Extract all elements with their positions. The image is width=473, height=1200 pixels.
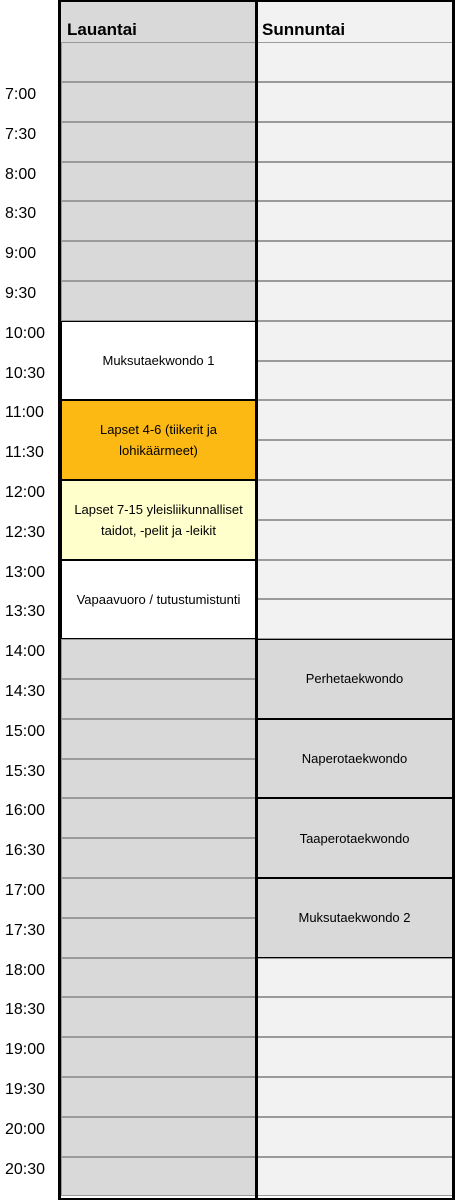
time-label: 17:30 (5, 921, 46, 939)
saturday-slot[interactable] (61, 838, 256, 878)
time-label: 10:30 (5, 364, 46, 382)
saturday-event[interactable] (61, 560, 256, 640)
sunday-slot[interactable] (256, 520, 453, 560)
time-label: 8:00 (5, 165, 37, 183)
time-label: 15:00 (5, 722, 46, 740)
time-label: 15:30 (5, 762, 46, 780)
time-label: 9:30 (5, 285, 37, 302)
sunday-event[interactable] (256, 798, 453, 878)
time-label: 16:00 (5, 802, 46, 820)
time-label: 18:00 (5, 961, 46, 979)
time-label: 9:00 (5, 245, 37, 263)
saturday-slot[interactable] (61, 122, 256, 162)
sunday-slot[interactable] (256, 321, 453, 361)
saturday-slot[interactable] (61, 241, 256, 281)
column-divider (58, 0, 61, 1200)
sunday-slot[interactable] (256, 440, 453, 480)
saturday-event[interactable] (61, 400, 256, 480)
saturday-slot[interactable] (61, 1037, 256, 1077)
saturday-slot-blank (61, 42, 256, 82)
sunday-slot[interactable] (256, 958, 453, 998)
header-sunday: Sunnuntai (256, 0, 453, 42)
sunday-slot[interactable] (256, 1037, 453, 1077)
saturday-slot[interactable] (61, 162, 256, 202)
sunday-slot[interactable] (256, 560, 453, 600)
sunday-slot[interactable] (256, 162, 453, 202)
sunday-event-label: Perhetaekwondo (305, 671, 404, 687)
sunday-slot[interactable] (256, 122, 453, 162)
sunday-event[interactable] (256, 878, 453, 958)
frame-top (58, 0, 455, 2)
saturday-event-label: Lapset 4-6 (tiikerit ja lohikäärmeet) (99, 422, 218, 459)
saturday-slot[interactable] (61, 201, 256, 241)
saturday-slot[interactable] (61, 958, 256, 998)
time-label: 19:30 (5, 1081, 46, 1098)
sunday-event-label: Naperotaekwondo (301, 751, 408, 767)
saturday-event[interactable] (61, 321, 256, 401)
sunday-slot-blank (256, 42, 453, 82)
column-divider (452, 0, 455, 1200)
saturday-slot[interactable] (61, 679, 256, 719)
saturday-event-label: Lapset 7-15 yleisliikunnalliset taidot, -pelit ja -leikit (74, 501, 243, 538)
saturday-slot[interactable] (61, 1117, 256, 1157)
time-label: 10:00 (5, 324, 46, 342)
saturday-slot[interactable] (61, 918, 256, 958)
time-label: 12:00 (5, 484, 46, 501)
saturday-event[interactable] (61, 480, 256, 560)
time-label: 13:00 (5, 563, 46, 581)
time-label: 8:30 (5, 205, 37, 223)
sunday-slot[interactable] (256, 201, 453, 241)
saturday-slot[interactable] (61, 759, 256, 799)
saturday-slot[interactable] (61, 878, 256, 918)
time-label: 20:00 (5, 1120, 46, 1138)
time-label: 14:00 (5, 643, 46, 661)
sunday-slot[interactable] (256, 281, 453, 321)
time-label: 16:30 (5, 842, 46, 860)
time-label: 7:00 (5, 86, 37, 103)
column-divider (255, 0, 258, 1200)
saturday-slot[interactable] (61, 798, 256, 838)
sunday-slot[interactable] (256, 599, 453, 639)
saturday-event-label: Vapaavuoro / tutustumistunti (76, 591, 241, 607)
saturday-slot[interactable] (61, 1157, 256, 1197)
time-label: 17:00 (5, 882, 46, 899)
sunday-slot[interactable] (256, 1077, 453, 1117)
sunday-event[interactable] (256, 639, 453, 719)
saturday-slot[interactable] (61, 1077, 256, 1117)
sunday-event-label: Muksutaekwondo 2 (298, 910, 411, 926)
time-label: 19:00 (5, 1041, 46, 1059)
time-label: 7:30 (5, 125, 37, 143)
sunday-slot[interactable] (256, 1117, 453, 1157)
time-label: 14:30 (5, 683, 46, 700)
saturday-slot[interactable] (61, 719, 256, 759)
sunday-slot[interactable] (256, 997, 453, 1037)
sunday-event[interactable] (256, 719, 453, 799)
saturday-slot[interactable] (61, 281, 256, 321)
time-label: 13:30 (5, 603, 46, 621)
saturday-event-label: Muksutaekwondo 1 (102, 353, 215, 369)
sunday-slot[interactable] (256, 480, 453, 520)
time-label: 11:00 (5, 404, 44, 422)
saturday-slot[interactable] (61, 997, 256, 1037)
saturday-slot[interactable] (61, 82, 256, 122)
sunday-slot[interactable] (256, 361, 453, 401)
sunday-event-label: Taaperotaekwondo (299, 830, 410, 846)
sunday-slot[interactable] (256, 400, 453, 440)
sunday-slot[interactable] (256, 241, 453, 281)
time-label: 11:30 (5, 444, 44, 462)
saturday-slot[interactable] (61, 639, 256, 679)
sunday-slot[interactable] (256, 1157, 453, 1197)
header-saturday: Lauantai (61, 0, 256, 42)
time-label: 12:30 (5, 523, 46, 541)
sunday-slot[interactable] (256, 82, 453, 122)
time-label: 20:30 (5, 1160, 46, 1178)
time-label: 18:30 (5, 1001, 46, 1019)
